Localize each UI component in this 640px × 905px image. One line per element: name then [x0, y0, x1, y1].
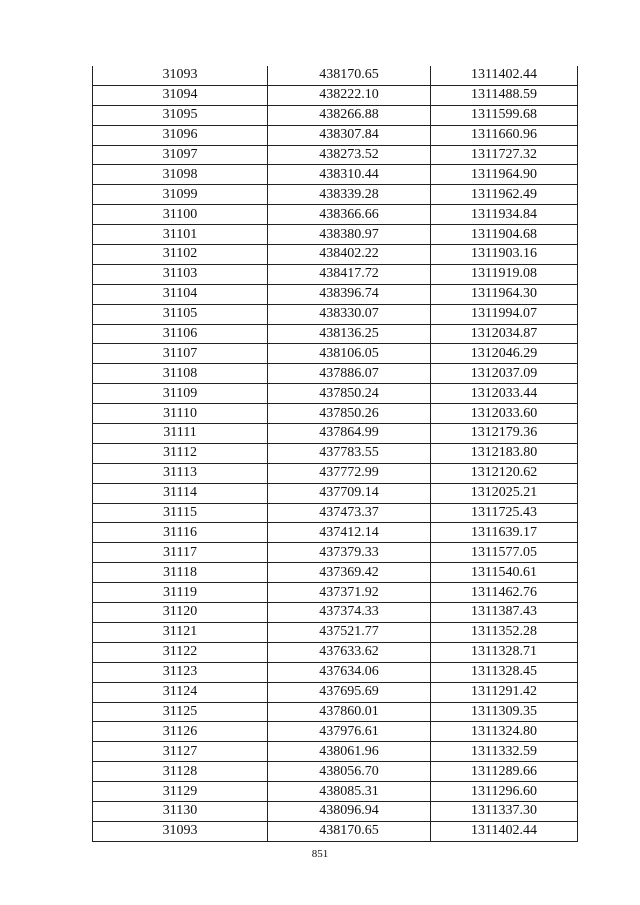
x-coordinate-cell: 438273.52: [268, 145, 431, 165]
x-coordinate-cell: 438330.07: [268, 304, 431, 324]
x-coordinate-cell: 437709.14: [268, 483, 431, 503]
point-id-cell: 31106: [93, 324, 268, 344]
table-row: [93, 563, 578, 583]
x-coordinate-cell: 438402.22: [268, 245, 431, 265]
y-coordinate-cell: 1311540.61: [431, 563, 578, 583]
y-coordinate-cell: 1311328.45: [431, 662, 578, 682]
y-coordinate-cell: 1311309.35: [431, 702, 578, 722]
coordinate-table-body: [93, 66, 578, 841]
table-row: [93, 364, 578, 384]
y-coordinate-cell: 1311934.84: [431, 205, 578, 225]
point-id-cell: 31104: [93, 284, 268, 304]
table-row: [93, 762, 578, 782]
x-coordinate-cell: 438307.84: [268, 125, 431, 145]
table-row: [93, 424, 578, 444]
x-coordinate-cell: 437371.92: [268, 583, 431, 603]
table-row: [93, 404, 578, 424]
table-row: [93, 125, 578, 145]
table-row: [93, 483, 578, 503]
table-row: [93, 603, 578, 623]
y-coordinate-cell: 1312033.44: [431, 384, 578, 404]
y-coordinate-cell: 1311639.17: [431, 523, 578, 543]
x-coordinate-cell: 438366.66: [268, 205, 431, 225]
point-id-cell: 31128: [93, 762, 268, 782]
y-coordinate-cell: 1311962.49: [431, 185, 578, 205]
table-row: [93, 722, 578, 742]
x-coordinate-cell: 438396.74: [268, 284, 431, 304]
table-row: [93, 443, 578, 463]
table-row: [93, 145, 578, 165]
point-id-cell: 31111: [93, 424, 268, 444]
y-coordinate-cell: 1311387.43: [431, 603, 578, 623]
x-coordinate-cell: 437695.69: [268, 682, 431, 702]
x-coordinate-cell: 437864.99: [268, 424, 431, 444]
point-id-cell: 31101: [93, 225, 268, 245]
y-coordinate-cell: 1311291.42: [431, 682, 578, 702]
y-coordinate-cell: 1312033.60: [431, 404, 578, 424]
point-id-cell: 31102: [93, 245, 268, 265]
y-coordinate-cell: 1311402.44: [431, 821, 578, 841]
table-row: [93, 622, 578, 642]
y-coordinate-cell: 1311599.68: [431, 105, 578, 125]
point-id-cell: 31126: [93, 722, 268, 742]
point-id-cell: 31110: [93, 404, 268, 424]
page-number: 851: [311, 848, 329, 860]
y-coordinate-cell: 1311964.90: [431, 165, 578, 185]
x-coordinate-cell: 438380.97: [268, 225, 431, 245]
y-coordinate-cell: 1312183.80: [431, 443, 578, 463]
y-coordinate-cell: 1311488.59: [431, 85, 578, 105]
table-row: [93, 105, 578, 125]
table-row: [93, 782, 578, 802]
table-row: [93, 523, 578, 543]
x-coordinate-cell: 437976.61: [268, 722, 431, 742]
x-coordinate-cell: 438170.65: [268, 66, 431, 85]
x-coordinate-cell: 438266.88: [268, 105, 431, 125]
table-row: [93, 583, 578, 603]
x-coordinate-cell: 438339.28: [268, 185, 431, 205]
y-coordinate-cell: 1311289.66: [431, 762, 578, 782]
y-coordinate-cell: 1311994.07: [431, 304, 578, 324]
table-row: [93, 801, 578, 821]
table-row: [93, 284, 578, 304]
table-row: [93, 821, 578, 841]
y-coordinate-cell: 1311903.16: [431, 245, 578, 265]
point-id-cell: 31120: [93, 603, 268, 623]
point-id-cell: 31112: [93, 443, 268, 463]
point-id-cell: 31100: [93, 205, 268, 225]
x-coordinate-cell: 438056.70: [268, 762, 431, 782]
x-coordinate-cell: 438417.72: [268, 264, 431, 284]
point-id-cell: 31108: [93, 364, 268, 384]
point-id-cell: 31127: [93, 742, 268, 762]
point-id-cell: 31113: [93, 463, 268, 483]
x-coordinate-cell: 437850.24: [268, 384, 431, 404]
point-id-cell: 31129: [93, 782, 268, 802]
point-id-cell: 31124: [93, 682, 268, 702]
table-row: [93, 245, 578, 265]
point-id-cell: 31105: [93, 304, 268, 324]
point-id-cell: 31097: [93, 145, 268, 165]
table-row: [93, 165, 578, 185]
y-coordinate-cell: 1312179.36: [431, 424, 578, 444]
x-coordinate-cell: 437412.14: [268, 523, 431, 543]
x-coordinate-cell: 438136.25: [268, 324, 431, 344]
x-coordinate-cell: 437860.01: [268, 702, 431, 722]
x-coordinate-cell: 438106.05: [268, 344, 431, 364]
table-row: [93, 384, 578, 404]
coordinate-table: [92, 66, 578, 842]
x-coordinate-cell: 438085.31: [268, 782, 431, 802]
table-row: [93, 503, 578, 523]
point-id-cell: 31095: [93, 105, 268, 125]
y-coordinate-cell: 1311919.08: [431, 264, 578, 284]
point-id-cell: 31114: [93, 483, 268, 503]
x-coordinate-cell: 437379.33: [268, 543, 431, 563]
point-id-cell: 31130: [93, 801, 268, 821]
table-row: [93, 324, 578, 344]
point-id-cell: 31116: [93, 523, 268, 543]
table-row: [93, 543, 578, 563]
point-id-cell: 31098: [93, 165, 268, 185]
table-row: [93, 702, 578, 722]
y-coordinate-cell: 1311964.30: [431, 284, 578, 304]
point-id-cell: 31103: [93, 264, 268, 284]
y-coordinate-cell: 1312120.62: [431, 463, 578, 483]
y-coordinate-cell: 1312025.21: [431, 483, 578, 503]
x-coordinate-cell: 437886.07: [268, 364, 431, 384]
x-coordinate-cell: 437374.33: [268, 603, 431, 623]
point-id-cell: 31122: [93, 642, 268, 662]
x-coordinate-cell: 437783.55: [268, 443, 431, 463]
x-coordinate-cell: 437369.42: [268, 563, 431, 583]
y-coordinate-cell: 1311324.80: [431, 722, 578, 742]
y-coordinate-cell: 1312037.09: [431, 364, 578, 384]
table-row: [93, 66, 578, 85]
y-coordinate-cell: 1311725.43: [431, 503, 578, 523]
table-row: [93, 85, 578, 105]
x-coordinate-cell: 437772.99: [268, 463, 431, 483]
y-coordinate-cell: 1312034.87: [431, 324, 578, 344]
y-coordinate-cell: 1311727.32: [431, 145, 578, 165]
point-id-cell: 31109: [93, 384, 268, 404]
table-row: [93, 185, 578, 205]
point-id-cell: 31125: [93, 702, 268, 722]
x-coordinate-cell: 438222.10: [268, 85, 431, 105]
y-coordinate-cell: 1311296.60: [431, 782, 578, 802]
x-coordinate-cell: 437521.77: [268, 622, 431, 642]
x-coordinate-cell: 438310.44: [268, 165, 431, 185]
table-row: [93, 642, 578, 662]
point-id-cell: 31099: [93, 185, 268, 205]
point-id-cell: 31107: [93, 344, 268, 364]
y-coordinate-cell: 1311328.71: [431, 642, 578, 662]
y-coordinate-cell: 1311904.68: [431, 225, 578, 245]
y-coordinate-cell: 1311332.59: [431, 742, 578, 762]
table-row: [93, 463, 578, 483]
y-coordinate-cell: 1311660.96: [431, 125, 578, 145]
x-coordinate-cell: 438096.94: [268, 801, 431, 821]
point-id-cell: 31094: [93, 85, 268, 105]
table-row: [93, 205, 578, 225]
y-coordinate-cell: 1311577.05: [431, 543, 578, 563]
table-row: [93, 304, 578, 324]
table-row: [93, 344, 578, 364]
y-coordinate-cell: 1311462.76: [431, 583, 578, 603]
x-coordinate-cell: 437634.06: [268, 662, 431, 682]
y-coordinate-cell: 1312046.29: [431, 344, 578, 364]
y-coordinate-cell: 1311352.28: [431, 622, 578, 642]
x-coordinate-cell: 437850.26: [268, 404, 431, 424]
table-row: [93, 662, 578, 682]
table-row: [93, 264, 578, 284]
point-id-cell: 31093: [93, 821, 268, 841]
point-id-cell: 31117: [93, 543, 268, 563]
point-id-cell: 31096: [93, 125, 268, 145]
point-id-cell: 31123: [93, 662, 268, 682]
table-row: [93, 225, 578, 245]
point-id-cell: 31119: [93, 583, 268, 603]
table-row: [93, 742, 578, 762]
point-id-cell: 31121: [93, 622, 268, 642]
y-coordinate-cell: 1311402.44: [431, 66, 578, 85]
y-coordinate-cell: 1311337.30: [431, 801, 578, 821]
x-coordinate-cell: 438061.96: [268, 742, 431, 762]
x-coordinate-cell: 437633.62: [268, 642, 431, 662]
point-id-cell: 31118: [93, 563, 268, 583]
coordinate-table-container: [92, 66, 576, 842]
x-coordinate-cell: 437473.37: [268, 503, 431, 523]
point-id-cell: 31115: [93, 503, 268, 523]
point-id-cell: 31093: [93, 66, 268, 85]
x-coordinate-cell: 438170.65: [268, 821, 431, 841]
table-row: [93, 682, 578, 702]
